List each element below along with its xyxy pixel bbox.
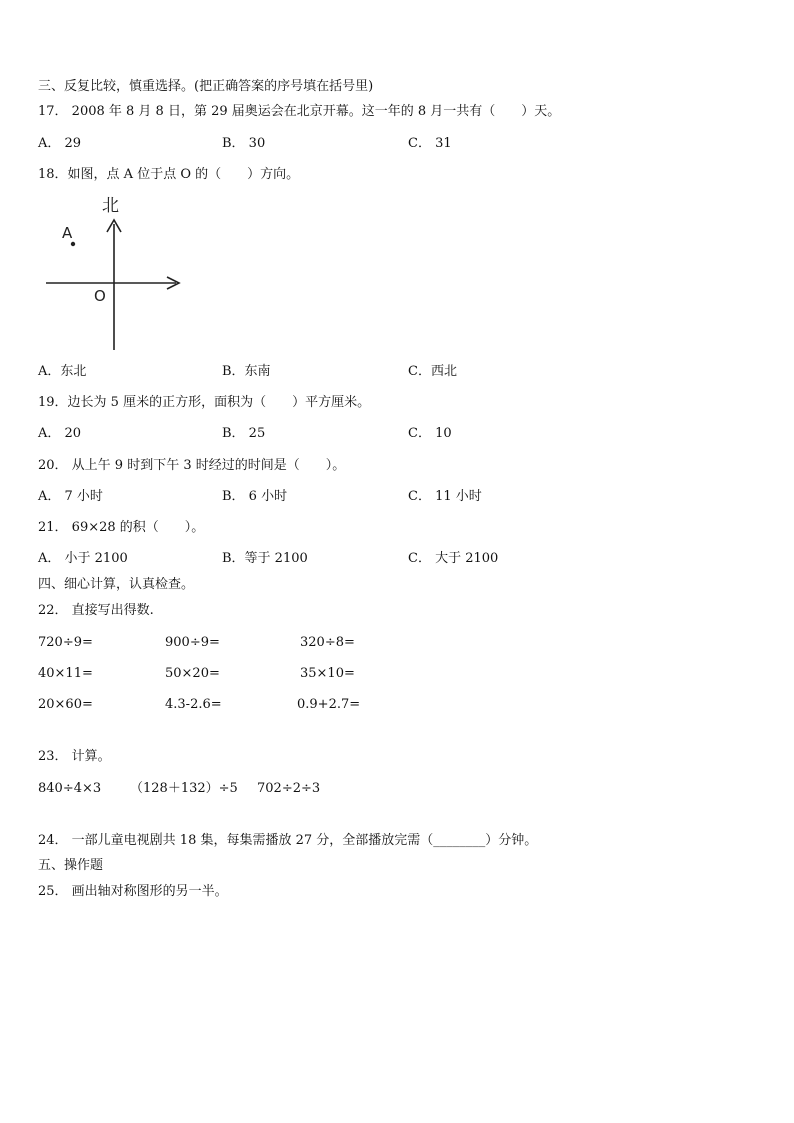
section5-heading: 五、操作题 xyxy=(38,858,104,873)
q24-stem: 24． 一部儿童电视剧共 18 集，每集需播放 27 分，全部播放完需（________）分钟。 xyxy=(38,833,538,848)
q22-item: 50×20= xyxy=(165,666,220,681)
q22-item: 0.9+2.7= xyxy=(297,697,361,712)
q22-item: 720÷9= xyxy=(38,635,93,650)
q17-option-a: A． 29 xyxy=(38,136,82,151)
point-a-dot xyxy=(71,242,75,246)
north-label: 北 xyxy=(102,196,119,216)
q22-stem: 22． 直接写出得数. xyxy=(38,603,154,618)
north-arrow-icon xyxy=(107,220,121,350)
origin-label: O xyxy=(94,287,106,305)
q20-option-c: C． 11 小时 xyxy=(408,489,482,504)
q23-item: （128＋132）÷5 xyxy=(130,781,238,796)
q21-option-c: C． 大于 2100 xyxy=(408,551,499,566)
q17-stem: 17． 2008 年 8 月 8 日，第 29 届奥运会在北京开幕。这一年的 8 月一共有（ ）天。 xyxy=(38,104,561,119)
section4-heading: 四、细心计算，认真检查。 xyxy=(38,577,195,592)
q20-option-b: B． 6 小时 xyxy=(222,489,288,504)
q19-option-b: B． 25 xyxy=(222,426,266,441)
q21-option-b: B．等于 2100 xyxy=(222,551,308,566)
q19-option-a: A． 20 xyxy=(38,426,82,441)
q18-option-c: C．西北 xyxy=(408,364,457,379)
q22-item: 35×10= xyxy=(300,666,355,681)
q23-stem: 23． 计算。 xyxy=(38,749,111,764)
q18-option-b: B．东南 xyxy=(222,364,271,379)
q19-option-c: C． 10 xyxy=(408,426,452,441)
q22-item: 20×60= xyxy=(38,697,93,712)
q17-option-b: B． 30 xyxy=(222,136,266,151)
q18-option-a: A．东北 xyxy=(38,364,87,379)
q23-item: 840÷4×3 xyxy=(38,781,102,796)
q21-option-a: A． 小于 2100 xyxy=(38,551,128,566)
q20-stem: 20． 从上午 9 时到下午 3 时经过的时间是（ ）。 xyxy=(38,458,346,473)
q17-option-c: C． 31 xyxy=(408,136,452,151)
q25-stem: 25． 画出轴对称图形的另一半。 xyxy=(38,884,228,899)
q19-stem: 19．边长为 5 厘米的正方形，面积为（ ）平方厘米。 xyxy=(38,395,371,410)
q22-item: 4.3-2.6= xyxy=(165,697,222,712)
point-a-label: A xyxy=(62,224,73,242)
q20-option-a: A． 7 小时 xyxy=(38,489,103,504)
q21-stem: 21． 69×28 的积（ ）。 xyxy=(38,520,205,535)
east-arrow-icon xyxy=(46,277,179,289)
q18-direction-figure xyxy=(40,192,190,361)
q22-item: 900÷9= xyxy=(165,635,220,650)
q23-item: 702÷2÷3 xyxy=(257,781,321,796)
section3-heading: 三、反复比较，慎重选择。(把正确答案的序号填在括号里) xyxy=(38,79,374,94)
q22-item: 40×11= xyxy=(38,666,93,681)
q22-item: 320÷8= xyxy=(300,635,355,650)
q18-stem: 18．如图，点 A 位于点 O 的（ ）方向。 xyxy=(38,167,300,182)
